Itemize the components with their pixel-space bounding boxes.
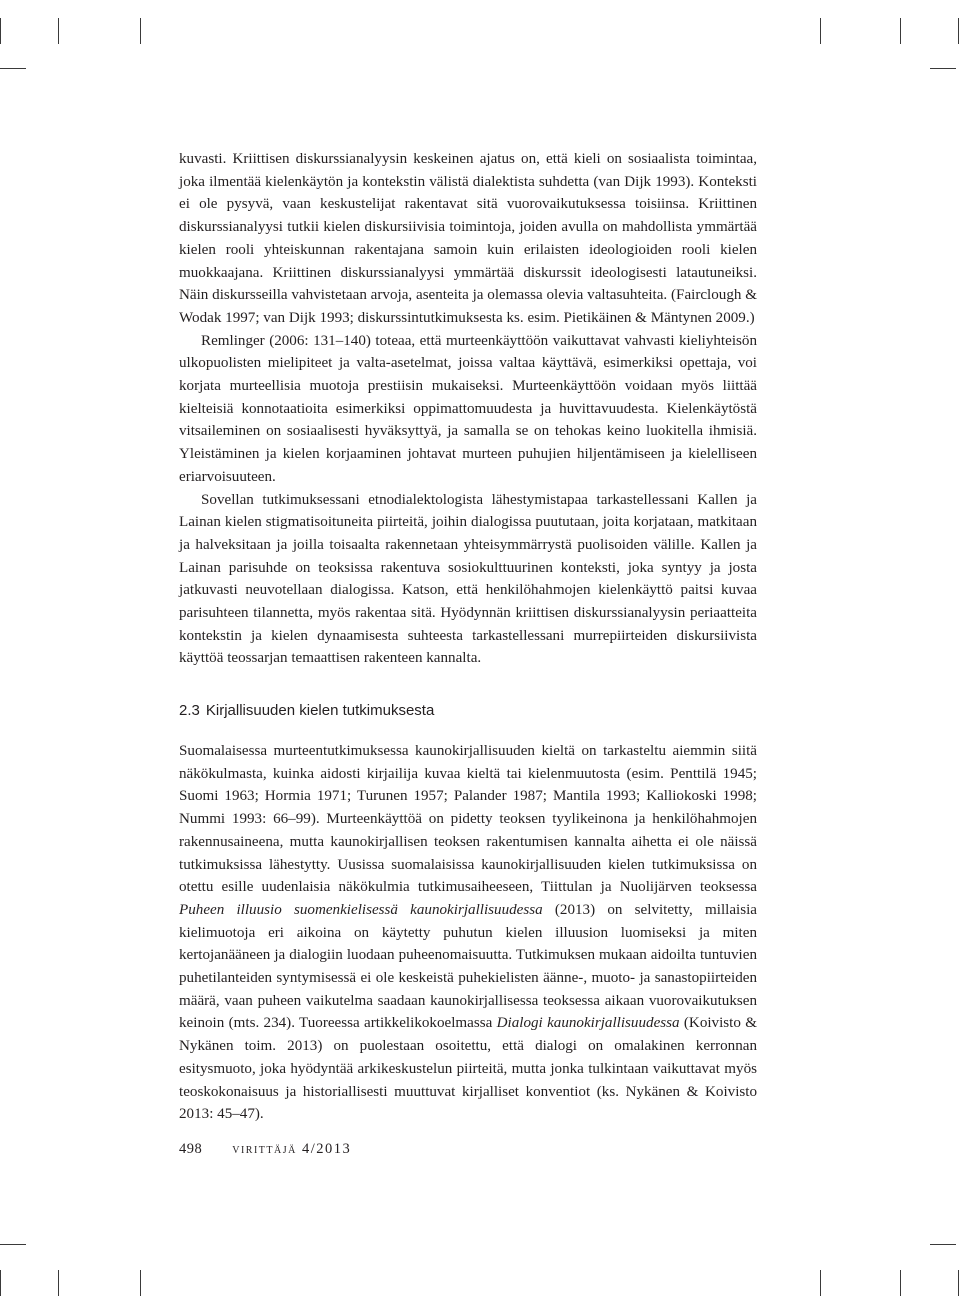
crop-mark [930,1244,956,1245]
crop-mark [820,1270,821,1296]
body-text [179,148,757,670]
page-footer [179,1139,351,1159]
crop-mark [0,1270,1,1296]
crop-mark [140,1270,141,1296]
paragraph: Sovellan tutkimuksessani etnodialektologista lähestymistapaa tarkastellessani Kallen ja Lainan kielen stigmatisoituneita piirteitä, joihin dialogissa puututaan, joita korjataan, matkitaan ja halveksitaan ja joilla toisaalta rakennetaan yhteisymmärrystä puolisoiden välille. Kallen ja Lainan parisuhde on teoksissa rakentuva sosiokulttuurinen konteksti, joka syntyy ja josta jatkuvasti neuvotellaan dialogissa. Katson, että henkilöhahmojen kielenkäyttö paitsi kuvaa parisuhteen tilannetta, myös rakentaa sitä. Hyödynnän kriittisen diskurssianalyysin periaatteita kontekstin ja kielen dynaamisesta suhteesta tarkastellessani murrepiirteiden diskursiivista käyttöä teossarjan temaattisen rakenteen kannalta. [179,491,757,667]
paragraph: Remlinger (2006: 131–140) toteaa, että murteenkäyttöön vaikuttavat vahvasti kieliyhteisön ulkopuolisten mielipiteet ja valta-asetelmat, joissa valtaa käyttävä, esimerkiksi opettaja, voi korjata murteellisia muotoja prestiisin mukaiseksi. Murteenkäyttöön voidaan myös liittää kielteisiä konnotaatioita esimerkiksi oppimattomuudesta ja huvittavuudesta. Kielenkäytöstä vitsaileminen on sosiaalisesti hyväksyttyä, ja samalla se on tehokas keino luokitella ihmisiä. Yleistäminen ja kielen korjaaminen johtavat murteen puhujien hiljentämiseen ja kielelliseen eriarvoisuuteen. [179,332,757,485]
page-number: 498 [179,1141,203,1157]
section-number: 2.3 [179,702,200,719]
crop-mark [140,18,141,44]
crop-mark [900,1270,901,1296]
paragraph-text: Suomalaisessa murteentutkimuksessa kaunokirjallisuuden kieltä on tarkasteltu aiemmin siitä näkökulmasta, kuinka aidosti kirjailija kuvaa kieltä tai kielenmuutosta (esim. Penttilä 1945; Suomi 1963; Hormia 1971; Turunen 1957; Palander 1987; Mantila 1993; Kalliokoski 1998; Nummi 1993: 66–99). Murteenkäyttöä on pidetty teoksen tyylikeinona ja henkilöhahmojen rakennusaineena, mutta kaunokirjallisen teoksen rakentumisen kannalta aihetta ei ole näissä tutkimuksissa lähestytty. Uusissa suomalaisissa kaunokirjallisuuden kielen tutkimuksissa on otettu esille uudenlaisia näkökulmia tutkimusaiheeseen, Tiittulan ja Nuolijärven teoksessa [179,743,757,896]
section-body [179,740,757,1126]
crop-mark [0,18,1,44]
paragraph-text: (2013) on selvitetty, millaisia kielimuotoja eri aikoina on käytetty puhutun kielen illuusion luomiseksi ja miten kertojanääneen ja dialogiin luodaan puheenomaisuutta. Tutkimuksen mukaan aidoilta tuntuvien puhetilanteiden syntymisessä ei ole keskeistä puhekielisten äänne-, muoto- ja sanastopiirteiden määrä, vaan puheen vaikutelma saadaan kaunokirjallisessa teoksessa aikaan vuorovaikutuksen keinoin (mts. 234). Tuoreessa artikkelikokoelmassa [179,901,758,1032]
crop-mark [58,1270,59,1296]
crop-mark [0,1244,26,1245]
crop-mark [58,18,59,44]
crop-mark [0,68,26,69]
book-title: Dialogi kaunokirjallisuudessa [496,1015,680,1032]
paragraph [179,740,757,1126]
crop-mark [930,68,956,69]
section-heading [179,700,434,722]
crop-mark [958,18,959,44]
journal-name: virittäjä 4/2013 [232,1141,352,1157]
crop-mark [820,18,821,44]
section-title: Kirjallisuuden kielen tutkimuksesta [205,702,435,719]
paragraph: kuvasti. Kriittisen diskurssianalyysin keskeinen ajatus on, että kieli on sosiaalista toimintaa, joka ilmentää kielenkäytön ja kontekstin välistä dialektista suhdetta (van Dijk 1993). Konteksti ei ole pysyvä, vaan keskustelijat rakentavat sitä vuorovaikutuksessa toisiinsa. Kriittinen diskurssianalyysi tutkii kielen diskursiivisia toimintoja, joiden avulla on mahdollista ymmärtää kielen rooli yhteiskunnan rakentajana samoin kuin erilaisten ideologioiden rooli kielen muokkaajana. Kriittinen diskurssianalyysi ymmärtää diskurssit ideologisesti latautuneiksi. Näin diskursseilla vahvistetaan arvoja, asenteita ja olemassa olevia valtasuhteita. (Fairclough & Wodak 1997; van Dijk 1993; diskurssintutkimuksesta ks. esim. Pietikäinen & Mäntynen 2009.) [179,151,757,326]
crop-mark [900,18,901,44]
book-title: Puheen illuusio suomenkielisessä kaunokirjallisuudessa [179,901,543,918]
paragraph-text: (Koivisto & Nykänen toim. 2013) on puolestaan osoitettu, että dialogi on omalakinen kerronnan esitysmuoto, joka hyödyntää arkikeskustelun piirteitä, mutta jonka tulkintaan vaikuttavat myös teoskokonaisuus ja historiallisesti muuttuvat kirjalliset konventiot (ks. Nykänen & Koivisto 2013: 45–47). [179,1015,757,1123]
crop-mark [958,1270,959,1296]
